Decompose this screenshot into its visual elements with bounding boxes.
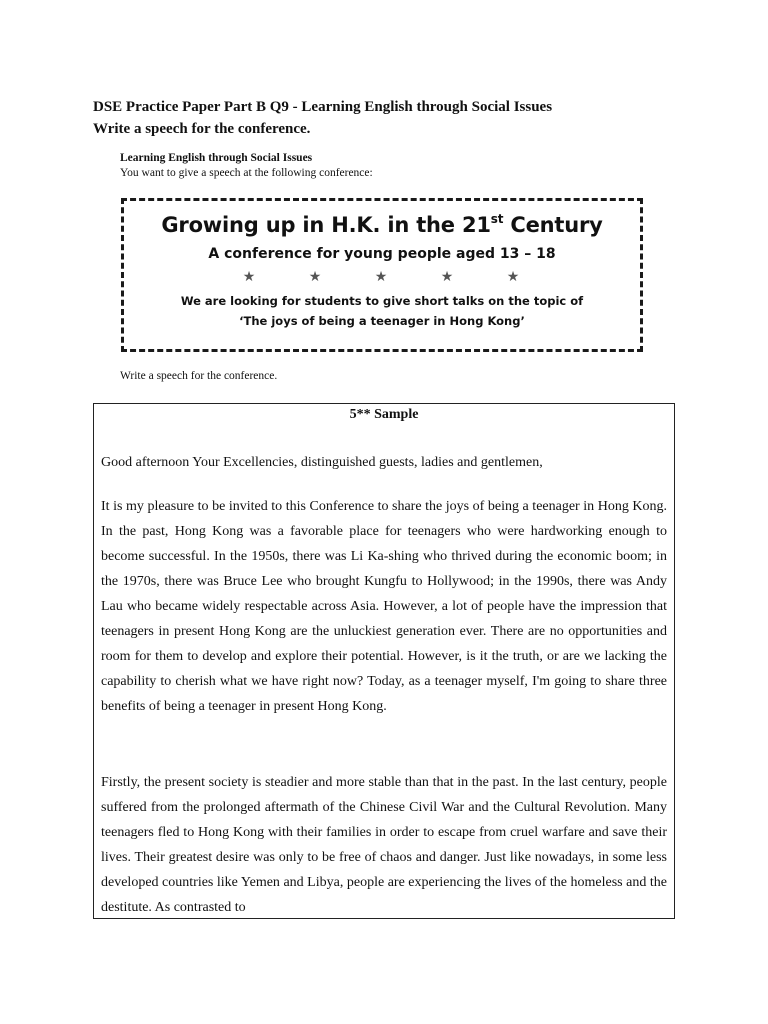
sample-title: 5** Sample	[349, 407, 419, 422]
snippet-title: Learning English through Social Issues	[120, 152, 313, 164]
poster-call-text: We are looking for students to give short talks on the topic of	[180, 294, 584, 308]
star-icon: ★	[242, 269, 258, 285]
star-icon: ★	[308, 269, 324, 285]
speech-paragraph-2: Firstly, the present society is steadier and more stable than that in the past. In the last century, people suffered from the prolonged aftermath of the Chinese Civil War and the Cultural Revolution. Many teenagers fled to Hong Kong with their families in order to escape from cruel warfare and save their lives. Their greatest desire was only to be free of chaos and danger. Just like nowadays, in some less developed countries like Yemen and Libya, people are experiencing the lives of the homeless and the destitute. As contrasted to	[101, 775, 667, 915]
snippet-intro: You want to give a speech at the following conference:	[120, 167, 373, 179]
task-instruction: Write a speech for the conference.	[93, 121, 311, 137]
poster-subtitle: A conference for young people aged 13 – 18	[208, 246, 556, 262]
star-icon: ★	[440, 269, 456, 285]
poster-stars	[124, 269, 640, 285]
conference-poster	[121, 198, 643, 352]
sample-answer-box	[93, 403, 675, 919]
poster-title-end: Century	[503, 213, 603, 237]
speech-greeting: Good afternoon Your Excellencies, distinguished guests, ladies and gentlemen,	[101, 455, 543, 470]
star-icon: ★	[506, 269, 522, 285]
speech-paragraph-1: It is my pleasure to be invited to this Conference to share the joys of being a teenager in Hong Kong. In the past, Hong Kong was a favorable place for teenagers who were hardworking enough to become successful. In the 1950s, there was Li Ka-shing who thrived during the economic boom; in the 1970s, there was Bruce Lee who brought Kungfu to Hollywood; in the 1990s, there was Andy Lau who became widely respectable across Asia. However, a lot of people have the impression that teenagers in present Hong Kong are the unluckiest generation ever. There are no opportunities and room for them to develop and explore their potential. However, is it the truth, or are we lacking the capability to cherish what we have right now? Today, as a teenager myself, I'm going to share three benefits of being a teenager in present Hong Kong.	[101, 499, 667, 714]
document-heading: DSE Practice Paper Part B Q9 - Learning English through Social Issues	[93, 99, 553, 115]
star-icon: ★	[374, 269, 390, 285]
poster-title-superscript: st	[490, 212, 504, 226]
poster-title-main: Growing up in H.K. in the 21	[161, 213, 491, 237]
poster-title	[124, 212, 640, 237]
snippet-footer: Write a speech for the conference.	[120, 370, 278, 382]
poster-topic: ‘The joys of being a teenager in Hong Kong’	[239, 314, 525, 328]
